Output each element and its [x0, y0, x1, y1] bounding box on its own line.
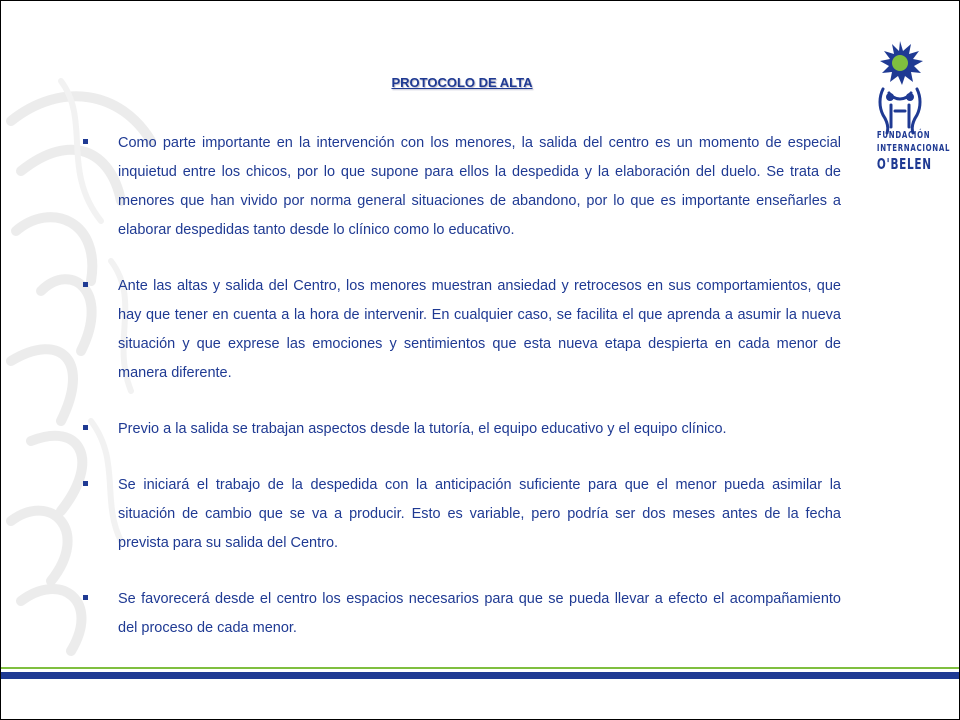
list-item [79, 471, 841, 558]
footer-green-line [1, 667, 959, 669]
logo-line-fundacion: FUNDACIÓN [876, 130, 931, 141]
logo-text [876, 129, 951, 173]
bullet-text: Se favorecerá desde el centro los espacios necesarios para que se pueda llevar a efecto el acompañamiento del proceso de cada menor. [118, 591, 841, 636]
footer-blue-bar [1, 672, 959, 679]
logo-line-obelen: O'BELEN [876, 155, 932, 173]
bullet-text: Ante las altas y salida del Centro, los menores muestran ansiedad y retrocesos en sus comportamientos, que hay que tener en cuenta a la hora de intervenir. En cualquier caso, se facilita el que aprenda a asumir la nueva situación y que exprese las emociones y sentimientos que esta nueva etapa despierta en cada menor de manera diferente. [118, 278, 841, 381]
bullet-list [79, 129, 841, 670]
bullet-text: Como parte importante en la intervención con los menores, la salida del centro es un momento de especial inquietud entre los chicos, por lo que supone para ellos la despedida y la elaboración del duelo. Se trata de menores que han vivido por norma general situaciones de abandono, por lo que es importante enseñarles a elaborar despedidas tanto desde lo clínico como lo educativo. [118, 135, 841, 238]
list-item [79, 129, 841, 245]
list-item [79, 585, 841, 643]
page-title: PROTOCOLO DE ALTA [391, 75, 533, 90]
bullet-text: Previo a la salida se trabajan aspectos desde la tutoría, el equipo educativo y el equipo clínico. [118, 421, 727, 437]
square-bullet-icon [83, 139, 88, 144]
square-bullet-icon [83, 425, 88, 430]
square-bullet-icon [83, 595, 88, 600]
square-bullet-icon [83, 481, 88, 486]
list-item [79, 272, 841, 388]
square-bullet-icon [83, 282, 88, 287]
logo-line-internacional: INTERNACIONAL [876, 143, 951, 154]
bullet-text: Se iniciará el trabajo de la despedida con la anticipación suficiente para que el menor pueda asimilar la situación de cambio que se va a producir. Esto es variable, pero podría ser dos meses antes de la fecha prevista para su salida del Centro. [118, 477, 841, 551]
list-item [79, 415, 841, 444]
